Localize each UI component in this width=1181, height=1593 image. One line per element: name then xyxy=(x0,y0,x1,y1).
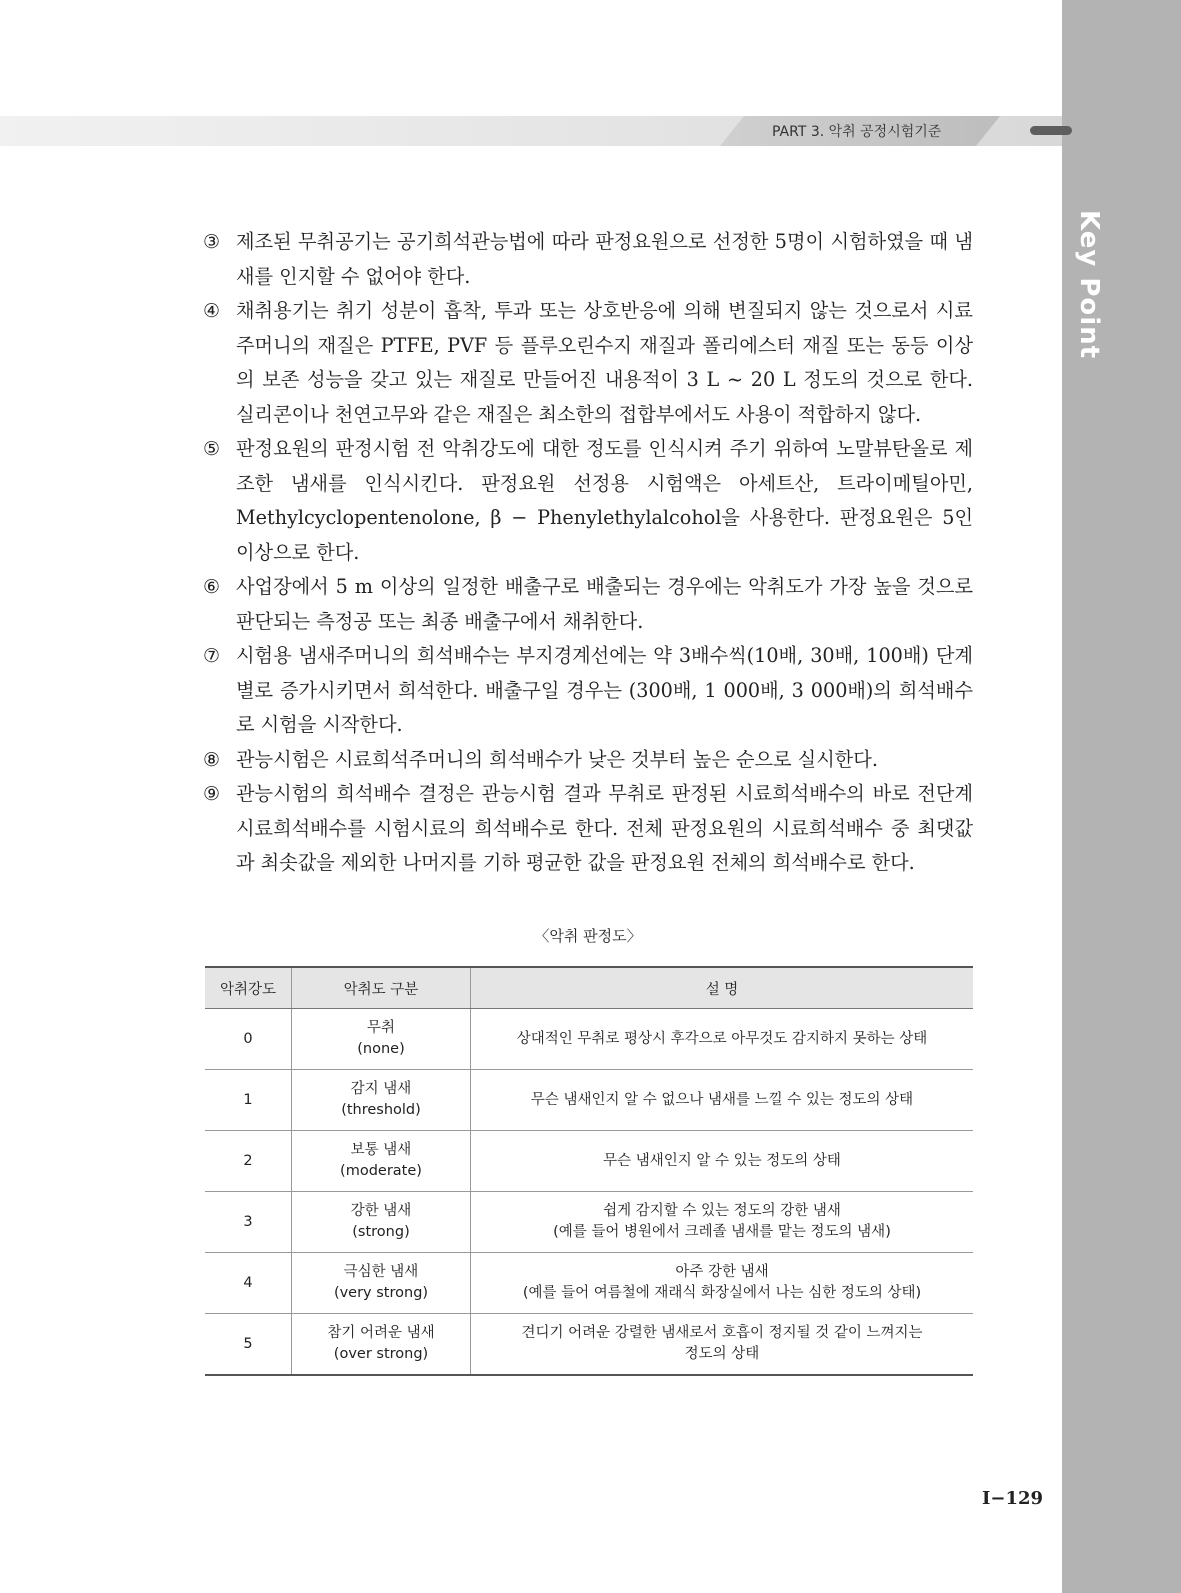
cell-description xyxy=(471,1314,974,1376)
table-row xyxy=(205,1253,973,1314)
table-title: 〈악취 판정도〉 xyxy=(534,927,642,945)
item-text: 관능시험은 시료희석주머니의 희석배수가 낮은 것부터 높은 순으로 실시한다. xyxy=(236,747,878,771)
header-description: 설 명 xyxy=(471,967,974,1009)
item-number: ③ xyxy=(203,230,221,253)
table-row xyxy=(205,1192,973,1253)
item-list xyxy=(203,225,973,881)
table-header-row xyxy=(205,967,973,1009)
description-line-1: 상대적인 무취로 평상시 후각으로 아무것도 감지하지 못하는 상태 xyxy=(516,1030,928,1047)
list-item xyxy=(203,225,973,294)
cell-description xyxy=(471,1253,974,1314)
item-text: 제조된 무취공기는 공기희석관능법에 따라 판정요원으로 선정한 5명이 시험하였을 때 냄새를 인지할 수 없어야 한다. xyxy=(236,230,973,288)
table-row xyxy=(205,1314,973,1376)
cell-level: 2 xyxy=(205,1131,292,1192)
category-name: 참기 어려운 냄새 xyxy=(327,1325,435,1341)
item-text: 관능시험의 희석배수 결정은 관능시험 결과 무취로 판정된 시료희석배수의 바로 전단계 시료희석배수를 시험시료의 희석배수로 한다. 전체 판정요원의 시료희석배수 중 최댓값과 최솟값을 제외한 나머지를 기하 평균한 값을 판정요원 전체의 희석배수로 한다. xyxy=(236,782,973,874)
header-pill xyxy=(1030,126,1072,135)
category-name: 보통 냄새 xyxy=(350,1142,412,1158)
description-line-1: 쉽게 감지할 수 있는 정도의 강한 냄새 xyxy=(603,1203,841,1219)
list-item xyxy=(203,570,973,639)
item-number: ⑥ xyxy=(203,575,221,598)
item-text: 사업장에서 5 m 이상의 일정한 배출구로 배출되는 경우에는 악취도가 가장 높을 것으로 판단되는 측정공 또는 최종 배출구에서 채취한다. xyxy=(236,575,973,633)
cell-description xyxy=(471,1070,974,1131)
description-line-2: (예를 들어 병원에서 크레졸 냄새를 맡는 정도의 냄새) xyxy=(553,1224,891,1240)
cell-level: 4 xyxy=(205,1253,292,1314)
table-row xyxy=(205,1009,973,1070)
description-line-1: 무슨 냄새인지 알 수 있는 정도의 상태 xyxy=(603,1152,841,1169)
description-line-1: 견디기 어려운 강렬한 냄새로서 호흡이 정지될 것 같이 느껴지는 xyxy=(521,1325,923,1341)
cell-level: 1 xyxy=(205,1070,292,1131)
header-category: 악취도 구분 xyxy=(292,967,471,1009)
cell-category xyxy=(292,1314,471,1376)
item-text: 판정요원의 판정시험 전 악취강도에 대한 정도를 인식시켜 주기 위하여 노말뷰탄올로 제조한 냄새를 인식시킨다. 판정요원 선정용 시험액은 아세트산, 트라이메틸아민, Methylcyclopentenolone, β − Phenylethylalcohol을 사용한다. 판정요원은 5인 이상으로 한다. xyxy=(236,437,973,564)
category-name-en: (threshold) xyxy=(341,1102,421,1118)
description-line-2: 정도의 상태 xyxy=(684,1346,760,1362)
cell-category xyxy=(292,1253,471,1314)
odor-table xyxy=(205,966,973,1376)
side-label xyxy=(1062,210,1122,360)
header-level: 악취강도 xyxy=(205,967,292,1009)
item-number: ⑤ xyxy=(203,437,221,460)
description-line-2: (예를 들어 여름철에 재래식 화장실에서 나는 심한 정도의 상태) xyxy=(522,1285,922,1301)
category-name-en: (strong) xyxy=(352,1224,410,1240)
category-name-en: (over strong) xyxy=(333,1346,429,1362)
cell-category xyxy=(292,1192,471,1253)
cell-description xyxy=(471,1192,974,1253)
item-text: 시험용 냄새주머니의 희석배수는 부지경계선에는 약 3배수씩(10배, 30배, 100배) 단계별로 증가시키면서 희석한다. 배출구일 경우는 (300배, 1 000배, 3 000배)의 희석배수로 시험을 시작한다. xyxy=(236,644,973,736)
list-item xyxy=(203,432,973,570)
section-title: PART 3. 악취 공정시험기준 xyxy=(772,124,942,140)
cell-level: 3 xyxy=(205,1192,292,1253)
item-number: ⑧ xyxy=(203,747,221,771)
category-name-en: (very strong) xyxy=(333,1285,429,1301)
list-item xyxy=(203,777,973,881)
item-number: ⑦ xyxy=(203,644,221,667)
table-row xyxy=(205,1070,973,1131)
item-text: 채취용기는 취기 성분이 흡착, 투과 또는 상호반응에 의해 변질되지 않는 것으로서 시료 주머니의 재질은 PTFE, PVF 등 플루오린수지 재질과 폴리에스터 재질 또는 동등 이상의 보존 성능을 갖고 있는 재질로 만들어진 내용적이 3 L ~ 20 L 정도의 것으로 한다. 실리콘이나 천연고무와 같은 재질은 최소한의 접합부에서도 사용이 적합하지 않다. xyxy=(236,299,973,426)
cell-category xyxy=(292,1009,471,1070)
cell-level: 0 xyxy=(205,1009,292,1070)
list-item xyxy=(203,294,973,432)
table-row xyxy=(205,1131,973,1192)
description-line-1: 무슨 냄새인지 알 수 없으나 냄새를 느낄 수 있는 정도의 상태 xyxy=(530,1091,914,1108)
description-line-1: 아주 강한 냄새 xyxy=(675,1264,769,1280)
category-name: 극심한 냄새 xyxy=(343,1264,419,1280)
cell-level: 5 xyxy=(205,1314,292,1376)
cell-description xyxy=(471,1131,974,1192)
item-number: ⑨ xyxy=(203,782,221,805)
category-name: 감지 냄새 xyxy=(350,1081,412,1097)
list-item xyxy=(203,639,973,743)
category-name-en: (moderate) xyxy=(340,1163,422,1179)
side-label-text: Key Point xyxy=(1074,210,1104,360)
item-number: ④ xyxy=(203,299,221,322)
list-item xyxy=(203,743,973,778)
cell-description xyxy=(471,1009,974,1070)
cell-category xyxy=(292,1070,471,1131)
page-number: Ⅰ−129 xyxy=(982,1488,1044,1509)
category-name: 무취 xyxy=(366,1020,395,1036)
cell-category xyxy=(292,1131,471,1192)
category-name: 강한 냄새 xyxy=(350,1203,412,1219)
category-name-en: (none) xyxy=(357,1041,405,1057)
